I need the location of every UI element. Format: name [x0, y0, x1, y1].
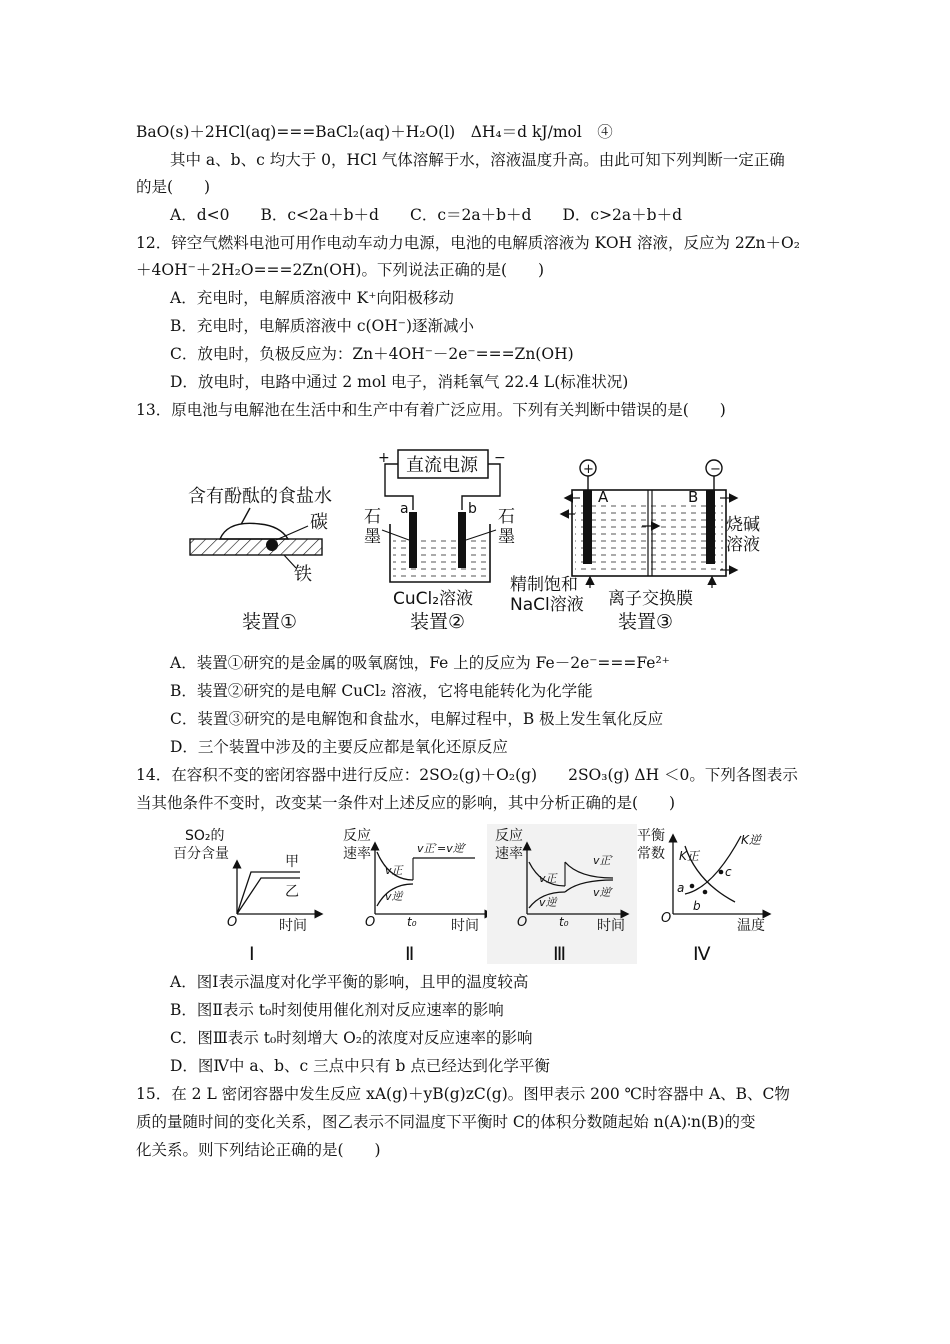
- q11-options: A．d<0 B．c<2a＋b＋d C．c＝2a＋b＋d D．c>2a＋b＋d: [170, 206, 683, 224]
- dev2-minus: −: [494, 450, 506, 466]
- q14-stem-line2: 当其他条件不变时，改变某一条件对上述反应的影响，其中分析正确的是( ): [136, 794, 676, 812]
- dev3-caption: 装置③: [618, 611, 674, 633]
- q11-stem-line2: 的是( ): [136, 178, 211, 196]
- equation-4: BaO(s)＋2HCl(aq)===BaCl₂(aq)＋H₂O(l) ΔH₄＝d kJ/mol ④: [136, 123, 613, 141]
- g2-ylabel1: 反应: [343, 828, 371, 844]
- q14-option-b: B．图Ⅱ表示 t₀时刻使用催化剂对反应速率的影响: [170, 1001, 504, 1019]
- q12-stem-line2: ＋4OH⁻＋2H₂O===2Zn(OH)。下列说法正确的是( ): [136, 261, 545, 279]
- q13-option-a: A．装置①研究的是金属的吸氧腐蚀，Fe 上的反应为 Fe－2e⁻===Fe²⁺: [170, 654, 670, 672]
- g4-xlabel: 温度: [737, 918, 765, 934]
- g1-xlabel: 时间: [279, 918, 307, 934]
- g3-vni: v逆: [539, 896, 557, 909]
- dev3-right-label2: 溶液: [726, 535, 760, 555]
- g2-vprime: v正′=v逆′: [417, 842, 467, 855]
- q12-stem-line1: 12．锌空气燃料电池可用作电动车动力电源，电池的电解质溶液为 KOH 溶液，反应为 2Zn＋O₂: [136, 234, 800, 252]
- g3-vnip: v逆′: [593, 886, 614, 899]
- dev3-membrane-label: 离子交换膜: [608, 589, 693, 609]
- g3-origin: O: [517, 915, 528, 930]
- q13-devices-figure: [180, 440, 760, 640]
- g4-ylabel1: 平衡: [637, 828, 665, 844]
- dev1-iron-label: 铁: [294, 564, 312, 585]
- g3-xlabel: 时间: [597, 918, 625, 934]
- dev2-solution-fill: [393, 538, 487, 580]
- q15-stem-line3: 化关系。则下列结论正确的是( ): [136, 1141, 381, 1159]
- q12-option-b: B．充电时，电解质溶液中 c(OH⁻)逐渐减小: [170, 317, 474, 335]
- g3-vzheng: v正: [539, 872, 557, 885]
- g1-yi: 乙: [285, 884, 299, 900]
- g2-num: Ⅱ: [405, 943, 415, 965]
- q14-option-d: D．图Ⅳ中 a、b、c 三点中只有 b 点已经达到化学平衡: [170, 1057, 550, 1075]
- device-1: [188, 485, 332, 633]
- g4-c: c: [725, 865, 732, 879]
- device-2: [364, 450, 515, 633]
- dev1-carbon-dot: [266, 539, 278, 551]
- dev3-plus: +: [583, 462, 594, 477]
- q14-stem-line1: 14．在容积不变的密闭容器中进行反应：2SO₂(g)＋O₂(g) 2SO₃(g) ΔH ＜0。下列各图表示: [136, 766, 798, 784]
- q12-option-a: A．充电时，电解质溶液中 K⁺向阳极移动: [170, 289, 454, 307]
- g1-origin: O: [227, 915, 238, 930]
- dev2-right-label2: 墨: [498, 527, 515, 547]
- dev1-carbon-label: 碳: [310, 512, 328, 533]
- dev2-caption: 装置②: [410, 611, 466, 633]
- dev2-source-label: 直流电源: [406, 455, 478, 476]
- q15-stem-line1: 15．在 2 L 密闭容器中发生反应 xA(g)＋yB(g)zC(g)。图甲表示 200 ℃时容器中 A、B、C物: [136, 1085, 790, 1103]
- dev3-left-label2: NaCl溶液: [510, 595, 584, 615]
- dev3-right-label1: 烧碱: [726, 515, 760, 535]
- graph-1: [173, 828, 321, 965]
- dev1-label: 含有酚酞的食盐水: [188, 486, 332, 507]
- dev1-iron-plate: [190, 539, 322, 555]
- dev1-droplet: [220, 523, 288, 539]
- g1-ylabel2: 百分含量: [173, 846, 229, 862]
- q11-stem-line1: 其中 a、b、c 均大于 0，HCl 气体溶解于水，溶液温度升高。由此可知下列判断一定正确: [170, 151, 785, 169]
- graph-2: [343, 828, 491, 965]
- dev2-electrode-b: [458, 512, 466, 568]
- dev2-right-label1: 石: [498, 507, 515, 527]
- g4-kni: K逆: [741, 833, 761, 847]
- g1-ylabel1: SO₂的: [185, 828, 225, 844]
- q13-option-c: C．装置③研究的是电解饱和食盐水，电解过程中，B 极上发生氧化反应: [170, 710, 664, 728]
- device-3: [510, 460, 760, 633]
- dev2-left-label1: 石: [364, 507, 381, 527]
- g4-b: b: [693, 899, 701, 913]
- graph-4: [637, 828, 769, 965]
- dev3-minus: −: [710, 462, 721, 477]
- q14-graphs-figure: [165, 822, 785, 972]
- q13-option-d: D．三个装置中涉及的主要反应都是氧化还原反应: [170, 738, 508, 756]
- graph-3: [487, 824, 637, 965]
- dev2-plus: +: [378, 450, 390, 466]
- dev3-left-label1: 精制饱和: [510, 575, 578, 595]
- q14-option-c: C．图Ⅲ表示 t₀时刻增大 O₂的浓度对反应速率的影响: [170, 1029, 533, 1047]
- g2-t0: t₀: [407, 915, 417, 929]
- g2-vni: v逆: [385, 890, 403, 903]
- dev2-a-label: a: [400, 501, 409, 517]
- g2-xlabel: 时间: [451, 918, 479, 934]
- g4-origin: O: [661, 911, 672, 926]
- g1-num: Ⅰ: [249, 943, 255, 965]
- dev3-electrode-a: [583, 490, 592, 564]
- g2-vzheng: v正: [385, 864, 403, 877]
- g4-num: Ⅳ: [693, 943, 711, 965]
- g4-ylabel2: 常数: [637, 846, 665, 862]
- g4-a: a: [677, 881, 685, 895]
- g2-origin: O: [365, 915, 376, 930]
- dev2-b-label: b: [468, 501, 477, 517]
- g3-t0: t₀: [559, 915, 569, 929]
- dev3-B-label: B: [688, 488, 699, 506]
- q14-option-a: A．图Ⅰ表示温度对化学平衡的影响，且甲的温度较高: [170, 973, 529, 991]
- q15-stem-line2: 质的量随时间的变化关系，图乙表示不同温度下平衡时 C的体积分数随起始 n(A)∶n(B)的变: [136, 1113, 756, 1131]
- g3-vzhengp: v正′: [593, 854, 614, 867]
- q13-option-b: B．装置②研究的是电解 CuCl₂ 溶液，它将电能转化为化学能: [170, 682, 593, 700]
- dev1-caption: 装置①: [242, 611, 298, 633]
- q13-stem: 13．原电池与电解池在生活中和生产中有着广泛应用。下列有关判断中错误的是( ): [136, 401, 726, 419]
- q12-option-c: C．放电时，负极反应为：Zn＋4OH⁻－2e⁻===Zn(OH): [170, 345, 574, 363]
- q12-option-d: D．放电时，电路中通过 2 mol 电子，消耗氧气 22.4 L(标准状况): [170, 373, 629, 391]
- g2-ylabel2: 速率: [343, 846, 371, 862]
- g3-num: Ⅲ: [553, 943, 567, 965]
- g1-jia: 甲: [285, 854, 299, 870]
- dev2-left-label2: 墨: [364, 527, 381, 547]
- dev3-A-label: A: [598, 488, 609, 506]
- g4-kzheng: K正: [679, 849, 699, 863]
- dev2-solution-label: CuCl₂溶液: [393, 589, 474, 609]
- dev2-electrode-a: [409, 512, 417, 568]
- g3-ylabel2: 速率: [495, 846, 523, 862]
- dev3-solution-fill: [575, 502, 723, 572]
- g3-ylabel1: 反应: [495, 828, 523, 844]
- dev3-electrode-b: [706, 490, 715, 564]
